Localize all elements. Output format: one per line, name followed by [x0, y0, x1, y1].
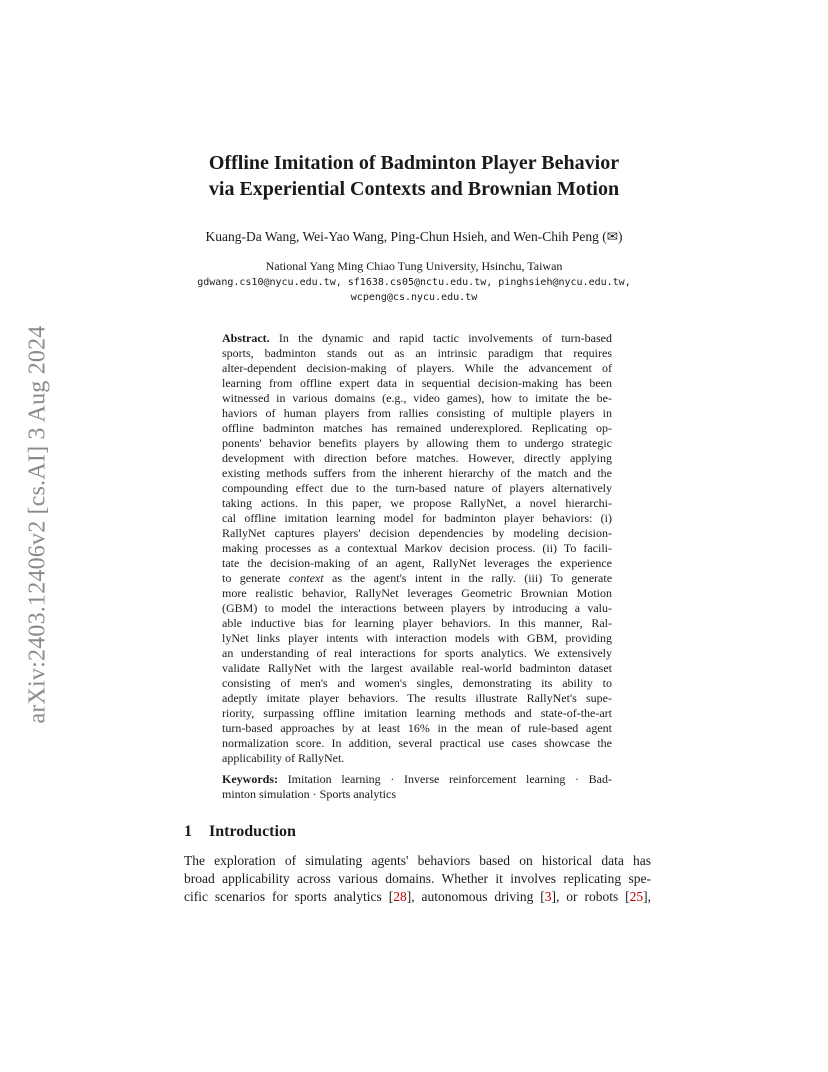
arxiv-identifier-sidebar: [13, 297, 63, 751]
abstract-line: offline badminton matches has remained underexplored. Replicating op-: [222, 421, 612, 435]
arxiv-identifier: arXiv:2403.12406v2 [cs.AI] 3 Aug 2024: [24, 324, 51, 724]
abstract-line: riority, surpassing offline imitation learning methods and state-of-the-art: [222, 706, 612, 720]
citation-link[interactable]: 25: [629, 889, 644, 904]
abstract-label: Abstract.: [222, 331, 270, 345]
title-line-2: via Experiential Contexts and Brownian Motion: [208, 178, 620, 200]
affiliation: National Yang Ming Chiao Tung University, Hsinchu, Taiwan: [265, 259, 563, 273]
abstract-line: an understanding of real interactions for sports analytics. We extensively: [222, 646, 612, 660]
section-heading-introduction: [184, 823, 296, 841]
author-emails: [120, 275, 708, 305]
abstract-line: to generate context as the agent's intent in the rally. (iii) To generate: [222, 571, 613, 585]
abstract-line: existing methods suffers from the inherent hierarchy of the match and the: [222, 466, 612, 480]
citation-link[interactable]: 28: [393, 889, 407, 904]
abstract-line: turn-based approaches by at least 16% in the mean of rule-based agent: [222, 721, 612, 735]
abstract-line: validate RallyNet with the largest available real-world badminton dataset: [222, 661, 612, 675]
citation-link[interactable]: 3: [544, 889, 552, 904]
abstract-line: normalization score. In addition, several practical use cases showcase the: [222, 736, 612, 750]
abstract-line: alter-dependent decision-making of players. While the advancement of: [222, 361, 612, 375]
abstract-line: more realistic behavior, RallyNet leverages Geometric Brownian Motion: [222, 586, 612, 600]
abstract-line: lyNet links player intents with interaction models with GBM, providing: [222, 631, 612, 645]
keywords-label: Keywords:: [222, 772, 278, 786]
keywords-line: Keywords: Imitation learning · Inverse reinforcement learning · Bad-: [222, 772, 612, 786]
paragraph-line: broad applicability across various domains. Whether it involves replicating spe-: [184, 871, 651, 886]
abstract-line: making processes as a contextual Markov decision process. (ii) To facili-: [222, 541, 612, 555]
emphasis-context: context: [288, 571, 324, 585]
abstract-line: compounding effect due to the turn-based nature of players alternatively: [222, 481, 612, 495]
emails-line-2: wcpeng@cs.nycu.edu.tw: [350, 292, 478, 303]
abstract-line: (GBM) to model the interactions between players by introducing a valu-: [222, 601, 612, 615]
abstract-line: haviors of human players from rallies consisting of multiple players in: [222, 406, 612, 420]
abstract-line: witnessed in various domains (e.g., video games), how to imitate the be-: [222, 391, 612, 405]
abstract-line: sports, badminton stands out as an intrinsic paradigm that requires: [222, 346, 612, 360]
author-list: Kuang-Da Wang, Wei-Yao Wang, Ping-Chun Hsieh, and Wen-Chih Peng (✉): [205, 229, 623, 244]
abstract-line: tate the decision-making of an agent, RallyNet leverages the experience: [222, 556, 612, 570]
abstract-line: learning from offline expert data in sequential decision-making has been: [222, 376, 612, 390]
paragraph-line: The exploration of simulating agents' behaviors based on historical data has: [184, 853, 651, 868]
abstract-line: able inductive bias for learning player behaviors. In this manner, Ral-: [222, 616, 612, 630]
abstract-line: consisting of men's and women's singles, demonstrating its ability to: [222, 676, 612, 690]
abstract: [222, 331, 612, 766]
abstract-line: development with direction before matches. However, directly applying: [222, 451, 612, 465]
section-title: Introduction: [209, 823, 296, 840]
abstract-line: ponents' behavior benefits players by allowing them to undergo strategic: [222, 436, 612, 450]
title-line-1: Offline Imitation of Badminton Player Behavior: [208, 152, 620, 174]
paragraph-line: cific scenarios for sports analytics [28], autonomous driving [3], or robots [25],: [184, 889, 651, 904]
abstract-line: adeptly imitate player behaviors. The results illustrate RallyNet's supe-: [222, 691, 612, 705]
abstract-line: applicability of RallyNet.: [222, 751, 345, 765]
abstract-line: Abstract. In the dynamic and rapid tactic involvements of turn-based: [222, 331, 612, 345]
abstract-line: cal offline imitation learning model for badminton player behaviors: (i): [222, 511, 612, 525]
keywords-line: minton simulation · Sports analytics: [222, 787, 396, 801]
introduction-paragraph: [184, 852, 651, 906]
section-number: 1: [184, 823, 192, 840]
keywords: [222, 772, 612, 802]
paper-title: [120, 150, 708, 202]
abstract-line: RallyNet captures players' decision dependencies by modeling decision-: [222, 526, 612, 540]
emails-line-1: gdwang.cs10@nycu.edu.tw, sf1638.cs05@nctu.edu.tw, pinghsieh@nycu.edu.tw,: [197, 277, 631, 288]
abstract-line: taking actions. In this paper, we propose RallyNet, a novel hierarchi-: [222, 496, 612, 510]
